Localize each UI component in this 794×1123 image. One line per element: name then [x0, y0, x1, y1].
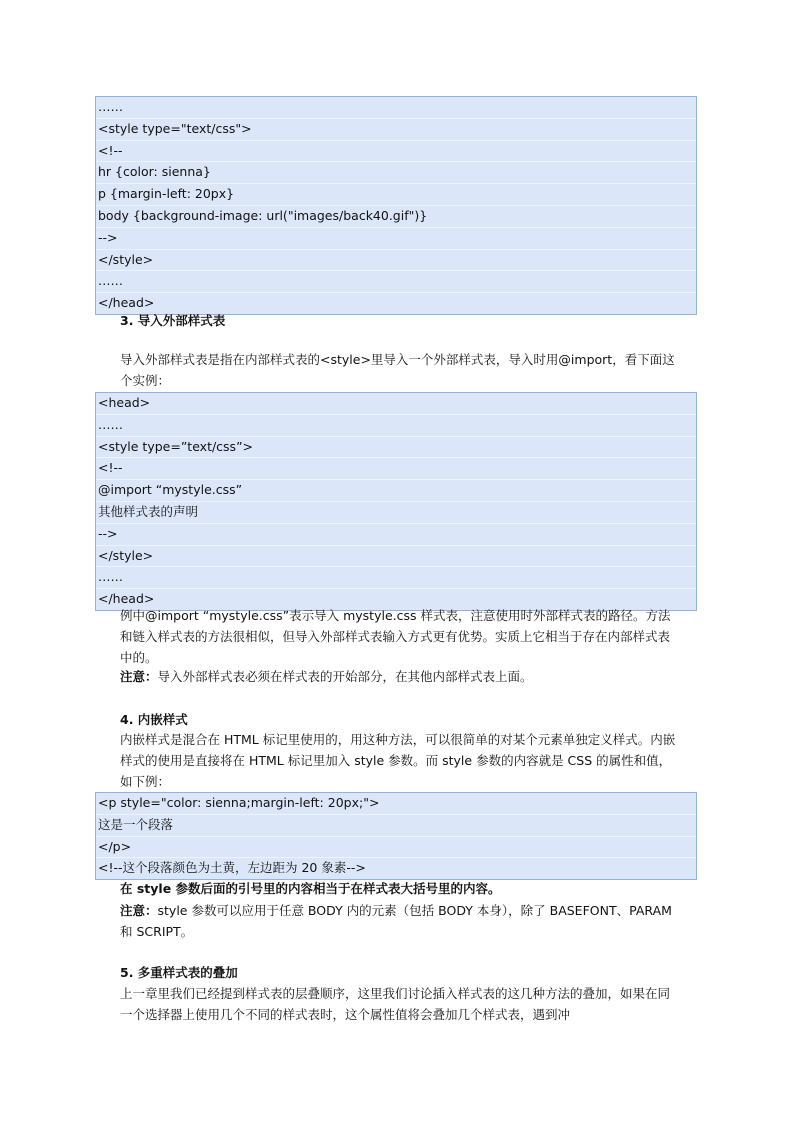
note-text: style 参数可以应用于任意 BODY 内的元素（包括 BODY 本身），除了 BASEFONT、PARAM 和 SCRIPT。: [120, 903, 672, 939]
code-line: p {margin-left: 20px}: [96, 184, 696, 206]
code-line: ……: [96, 271, 696, 293]
section-heading-import-external: 3. 导入外部样式表: [120, 313, 226, 328]
section-paragraph: 导入外部样式表是指在内部样式表的<style>里导入一个外部样式表，导入时用@import，看下面这个实例：: [120, 352, 675, 388]
code-line: </style>: [96, 250, 696, 272]
code-line: ……: [96, 567, 696, 589]
code-block-internal-style: [95, 96, 697, 315]
code-line: @import “mystyle.css”: [96, 480, 696, 502]
code-line: -->: [96, 524, 696, 546]
bold-statement: 在 style 参数后面的引号里的内容相当于在样式表大括号里的内容。: [120, 881, 501, 896]
code-line: </head>: [98, 295, 155, 311]
note-paragraph: [120, 900, 680, 942]
code-block-import: [95, 392, 697, 611]
code-line: ……: [96, 415, 696, 437]
note-label: 注意：: [120, 903, 158, 918]
code-line: </p>: [96, 837, 696, 859]
note-paragraph: [120, 666, 680, 687]
code-line: <head>: [96, 393, 696, 415]
code-line: <p style="color: sienna;margin-left: 20px;">: [96, 793, 696, 815]
code-line: <!--: [96, 141, 696, 163]
section-heading-inline-style: 4. 内嵌样式: [120, 712, 188, 727]
code-line: body {background-image: url("images/back40.gif")}: [96, 206, 696, 228]
code-line: 其他样式表的声明: [96, 502, 696, 524]
section-heading-multiple-styles: 5. 多重样式表的叠加: [120, 965, 238, 980]
code-line: <!--: [96, 458, 696, 480]
code-line: hr {color: sienna}: [96, 162, 696, 184]
section-paragraph: 内嵌样式是混合在 HTML 标记里使用的，用这种方法，可以很简单的对某个元素单独定义样式。内嵌样式的使用是直接将在 HTML 标记里加入 style 参数。而 style 参数的内容就是 CSS 的属性和值，如下例：: [120, 732, 676, 789]
code-line: <style type=”text/css”>: [96, 437, 696, 459]
section-paragraph: 例中@import “mystyle.css”表示导入 mystyle.css 样式表，注意使用时外部样式表的路径。方法和链入样式表的方法很相似，但导入外部样式表输入方式更有优势。实质上它相当于存在内部样式表中的。: [120, 608, 671, 665]
code-line: <!--这个段落颜色为土黄，左边距为 20 象素-->: [98, 860, 366, 876]
code-line: </style>: [96, 546, 696, 568]
code-line: <style type="text/css">: [96, 119, 696, 141]
code-line: 这是一个段落: [96, 815, 696, 837]
code-line: -->: [96, 228, 696, 250]
note-text: 导入外部样式表必须在样式表的开始部分，在其他内部样式表上面。: [157, 669, 533, 684]
note-label: 注意：: [120, 669, 158, 684]
code-block-inline-style: [95, 792, 697, 880]
code-line: ……: [96, 97, 696, 119]
code-line: </head>: [98, 591, 155, 607]
section-paragraph: 上一章里我们已经提到样式表的层叠顺序，这里我们讨论插入样式表的这几种方法的叠加，如果在同一个选择器上使用几个不同的样式表时，这个属性值将会叠加几个样式表，遇到冲: [120, 986, 671, 1022]
